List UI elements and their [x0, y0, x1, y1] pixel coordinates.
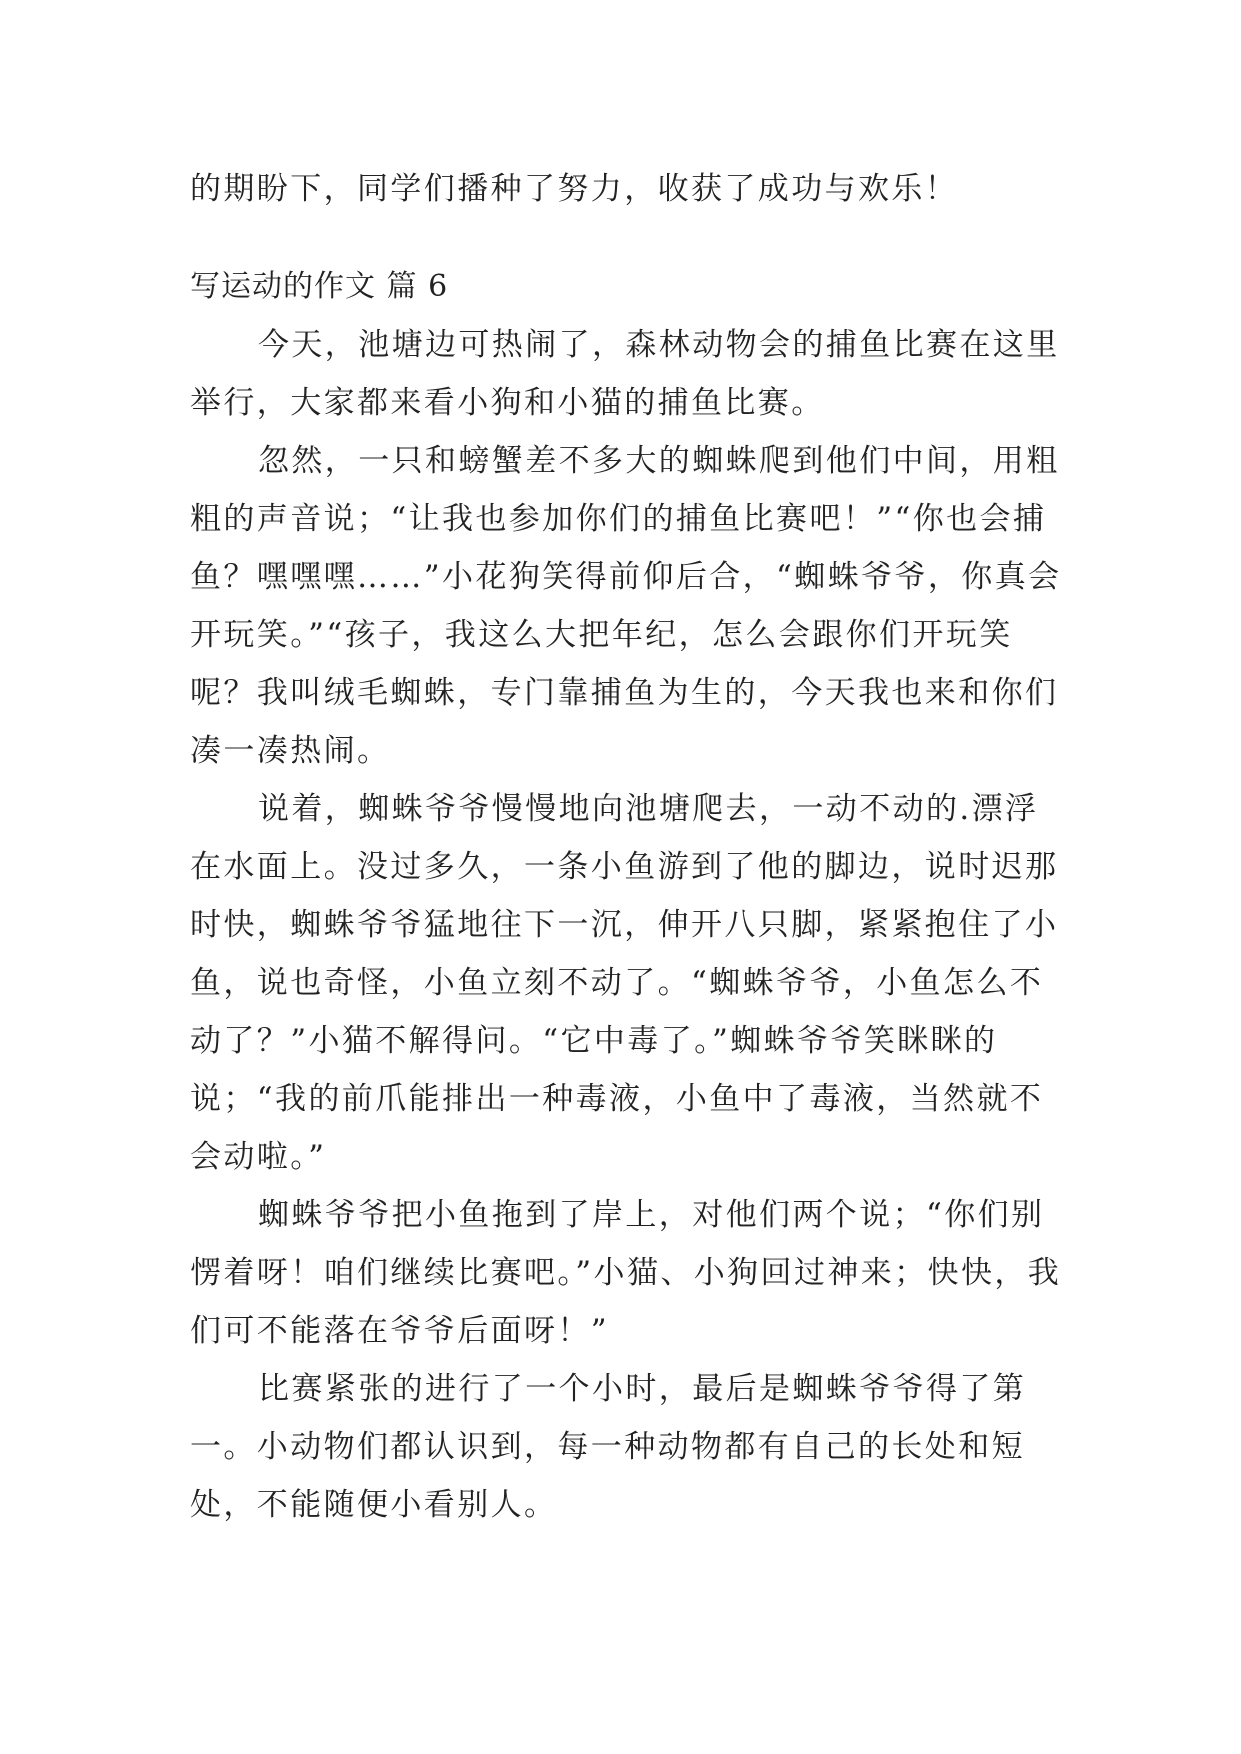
paragraph: 比赛紧张的进行了一个小时，最后是蜘蛛爷爷得了第一。小动物们都认识到，每一种动物都有自己的长处和短处，不能随便小看别人。 [190, 1371, 1027, 1523]
paragraph: 说着，蜘蛛爷爷慢慢地向池塘爬去，一动不动的.漂浮在水面上。没过多久，一条小鱼游到了他的脚边，说时迟那时快，蜘蛛爷爷猛地往下一沉，伸开八只脚，紧紧抱住了小鱼，说也奇怪，小鱼立刻不动了。“蜘蛛爷爷，小鱼怎么不动了？”小猫不解得问。“它中毒了。”蜘蛛爷爷笑眯眯的说；“我的前爪能排出一种毒液，小鱼中了毒液，当然就不会动啦。” [190, 791, 1059, 1175]
paragraph: 今天，池塘边可热闹了，森林动物会的捕鱼比赛在这里举行，大家都来看小狗和小猫的捕鱼比赛。 [190, 327, 1060, 421]
continuation-paragraph: 的期盼下，同学们播种了努力，收获了成功与欢乐！ [190, 171, 959, 207]
paragraph: 忽然，一只和螃蟹差不多大的蜘蛛爬到他们中间，用粗粗的声音说；“让我也参加你们的捕鱼比赛吧！”“你也会捕鱼？嘿嘿嘿……”小花狗笑得前仰后合，“蜘蛛爷爷，你真会开玩笑。”“孩子，我这么大把年纪，怎么会跟你们开玩笑呢？我叫绒毛蜘蛛，专门靠捕鱼为生的，今天我也来和你们凑一凑热闹。 [190, 443, 1062, 769]
document-body [190, 160, 1065, 1534]
paragraph: 蜘蛛爷爷把小鱼拖到了岸上，对他们两个说；“你们别愣着呀！咱们继续比赛吧。”小猫、小狗回过神来；快快，我们可不能落在爷爷后面呀！” [190, 1197, 1062, 1349]
essay-title: 写运动的作文 篇 6 [190, 269, 449, 304]
